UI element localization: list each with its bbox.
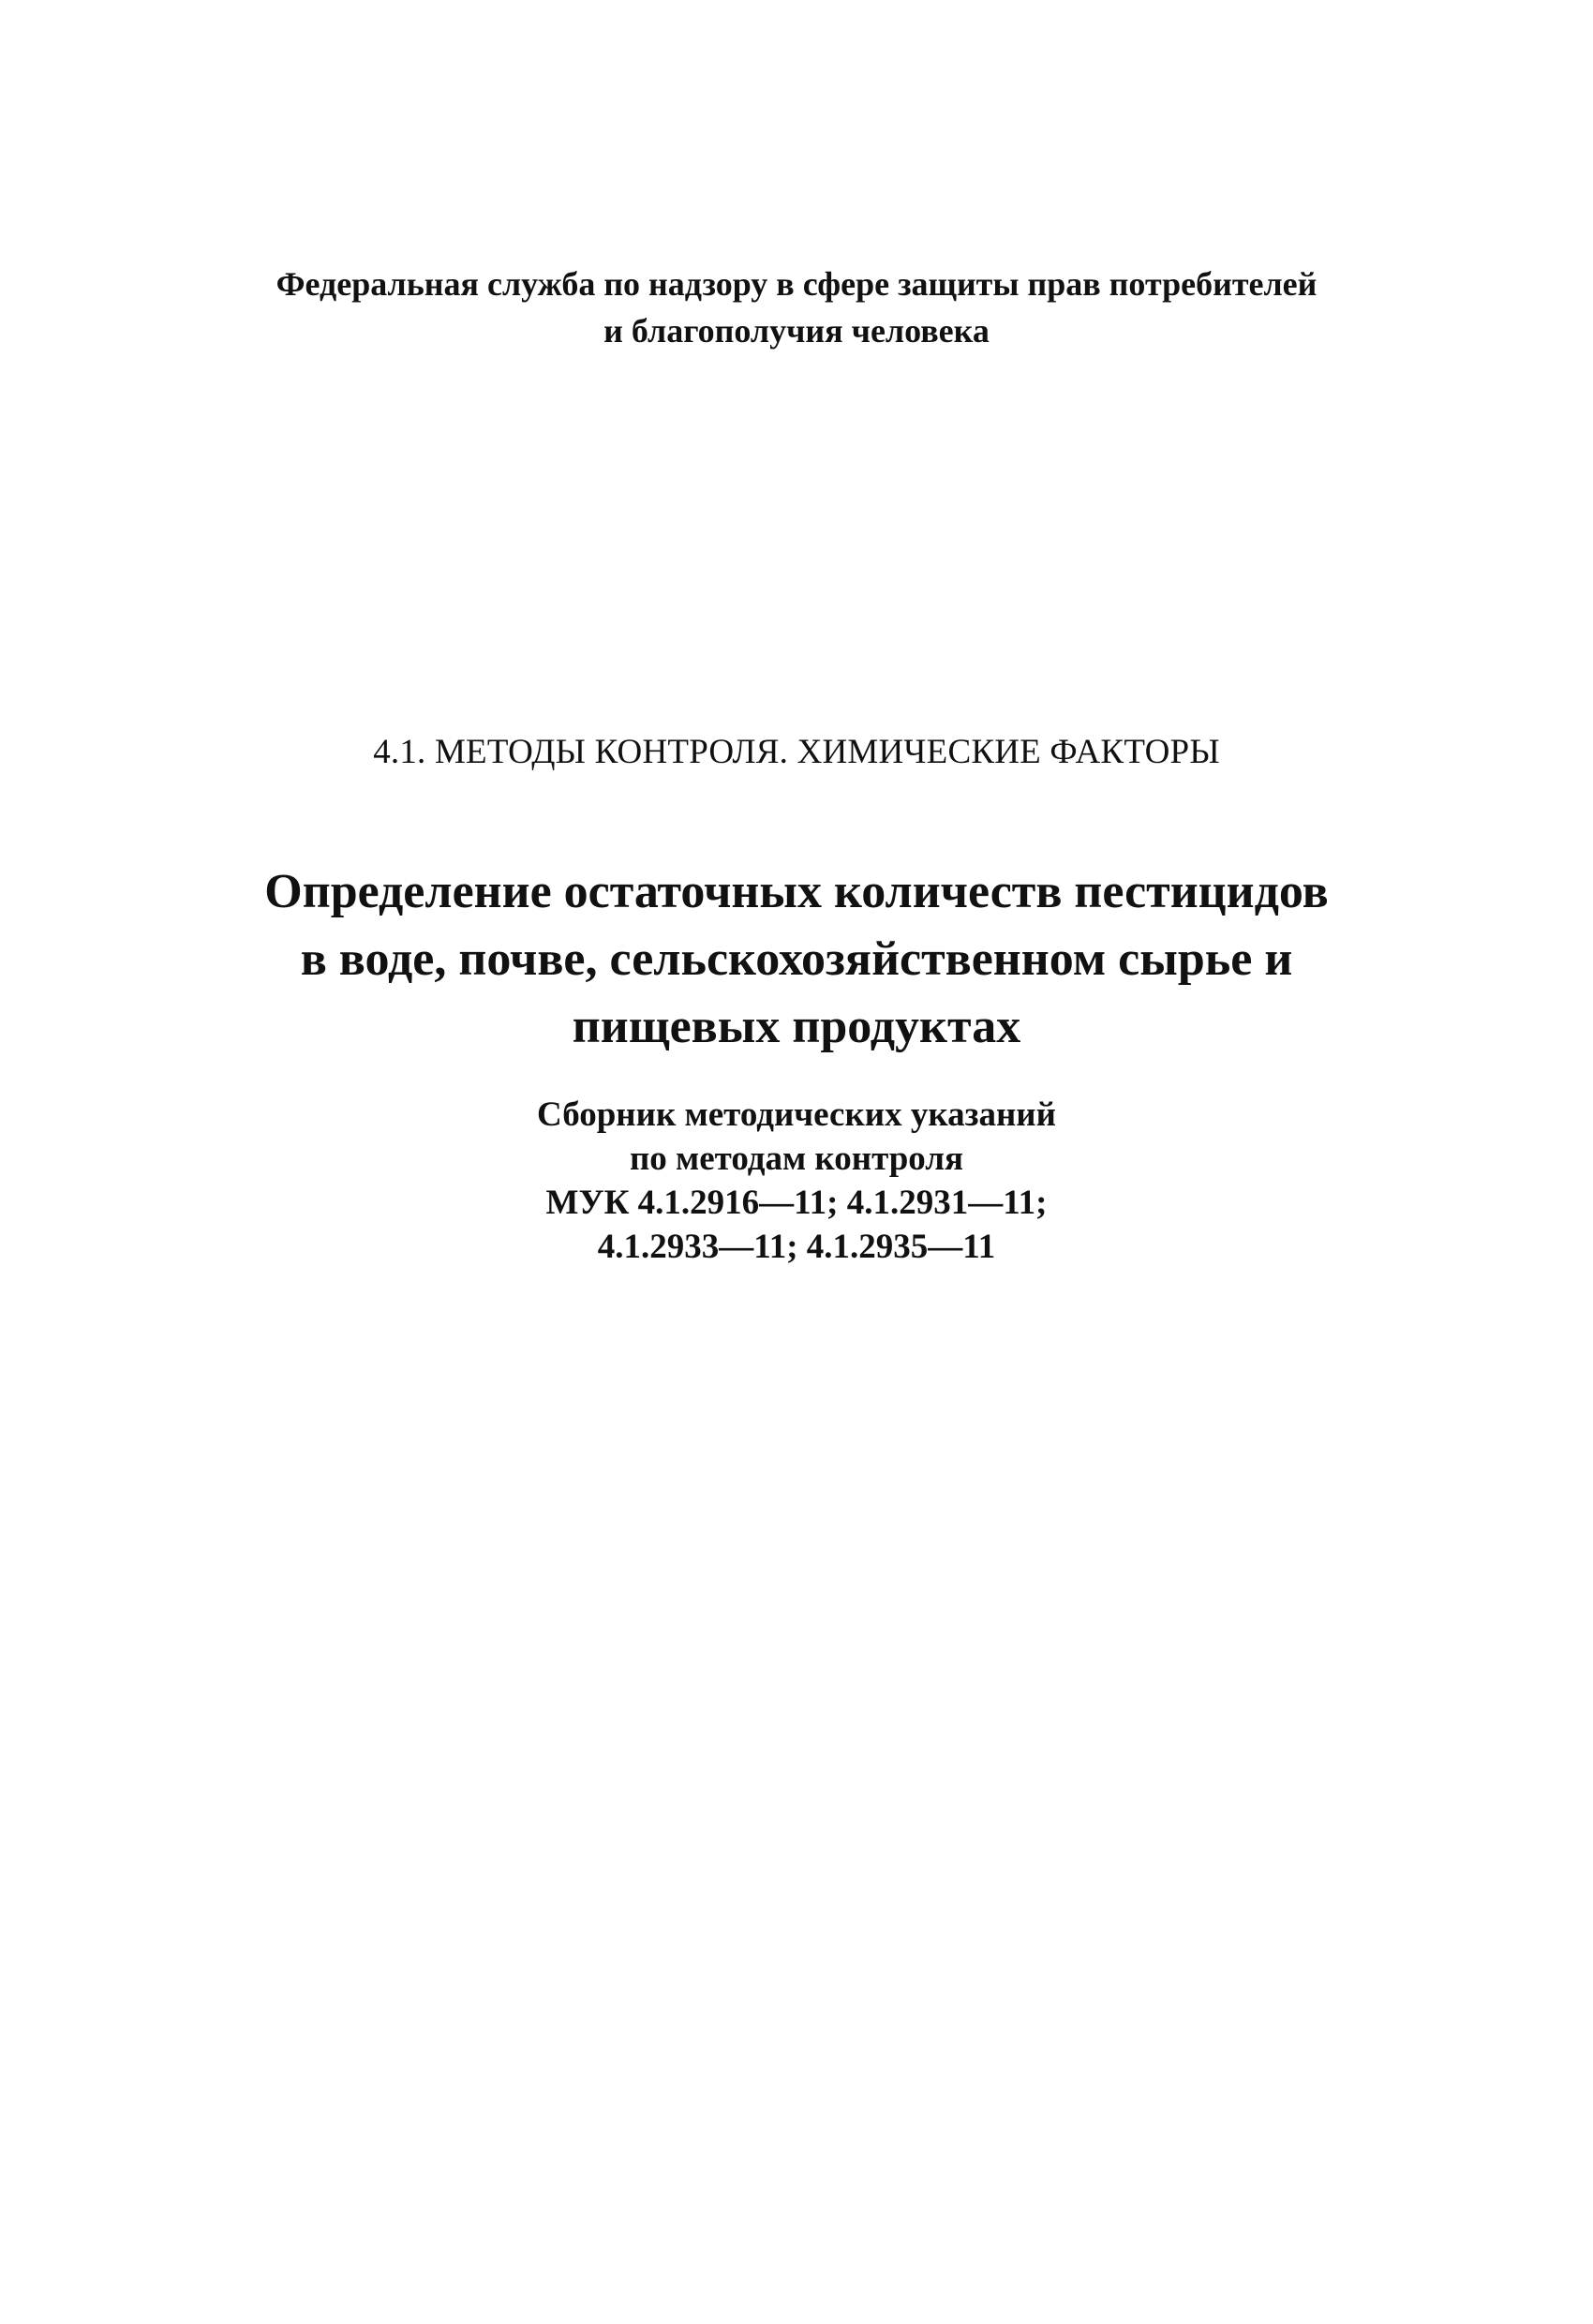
document-subtitle-line-1: Сборник методических указаний — [537, 1095, 1056, 1134]
agency-heading-line-2: и благополучия человека — [603, 312, 990, 350]
document-title — [94, 858, 1499, 1061]
document-title-line-2: в воде, почве, сельскохозяйственном сырье и — [300, 932, 1293, 986]
series-heading-text: 4.1. МЕТОДЫ КОНТРОЛЯ. ХИМИЧЕСКИЕ ФАКТОРЫ — [373, 733, 1220, 771]
series-heading — [94, 729, 1499, 776]
document-subtitle-line-2: по методам контроля — [629, 1140, 964, 1178]
document-subtitle-line-3: МУК 4.1.2916—11; 4.1.2931—11; — [545, 1184, 1048, 1222]
document-subtitle-line-4: 4.1.2933—11; 4.1.2935—11 — [597, 1228, 996, 1266]
document-subtitle — [94, 1093, 1499, 1269]
agency-heading-line-1: Федеральная служба по надзору в сфере защиты прав потребителей — [275, 265, 1318, 303]
document-title-line-1: Определение остаточных количеств пестицидов — [264, 865, 1329, 918]
document-title-line-3: пищевых продуктах — [572, 1000, 1021, 1053]
agency-heading — [94, 261, 1499, 354]
